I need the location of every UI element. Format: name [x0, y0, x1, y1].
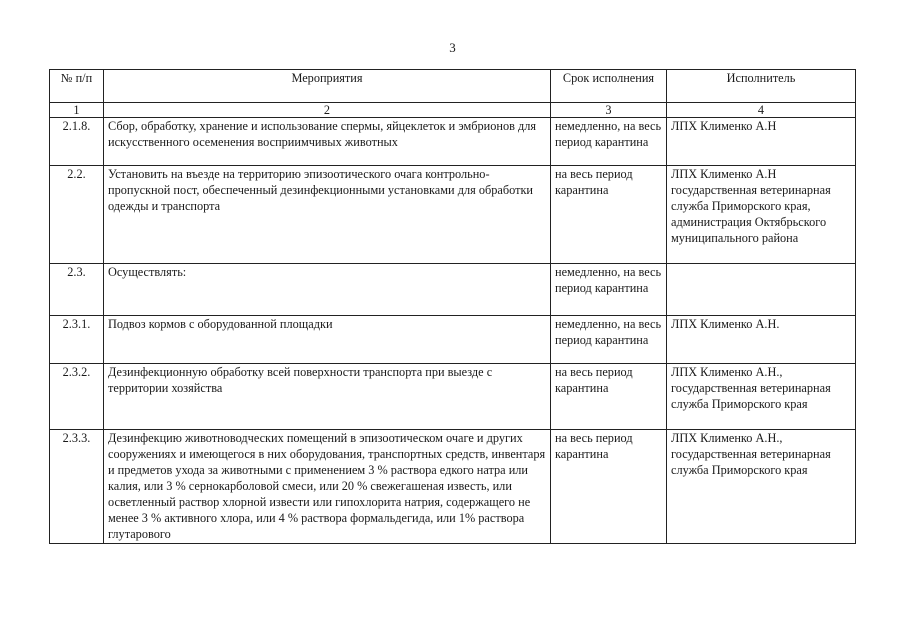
table-row — [50, 430, 856, 544]
header-measures: Мероприятия — [104, 70, 551, 103]
row-measure: Сбор, обработку, хранение и использование спермы, яйцеклеток и эмбрионов для искусственного осеменения восприимчивых животных — [104, 118, 551, 166]
row-measure: Подвоз кормов с оборудованной площадки — [104, 316, 551, 364]
row-number: 2.2. — [50, 166, 104, 264]
row-number: 2.3.2. — [50, 364, 104, 430]
row-term: на весь период карантина — [551, 364, 667, 430]
header-number: № п/п — [50, 70, 104, 103]
row-executor — [667, 264, 856, 316]
header-executor: Исполнитель — [667, 70, 856, 103]
row-measure: Дезинфекцию животноводческих помещений в эпизоотическом очаге и других сооружениях и имеющегося в них оборудования, транспортных средств, инвентаря и предметов ухода за животными с применением 3 % раствора едкого натра или калия, или 3 % сернокарболовой смеси, или 20 % свежегашеная известь, или осветленный раствор хлорной извести или гипохлорита натрия, содержащего не менее 3 % активного хлора, или 4 % раствора формальдегида, или 1% раствора глутарового — [104, 430, 551, 544]
row-executor: ЛПХ Клименко А.Н — [667, 118, 856, 166]
row-executor: ЛПХ Клименко А.Н., государственная ветеринарная служба Приморского края — [667, 430, 856, 544]
row-measure: Осуществлять: — [104, 264, 551, 316]
column-number: 2 — [104, 103, 551, 118]
table-row — [50, 118, 856, 166]
table-row — [50, 166, 856, 264]
row-measure: Установить на въезде на территорию эпизоотического очага контрольно-пропускной пост, обеспеченный дезинфекционными установками для обработки одежды и транспорта — [104, 166, 551, 264]
column-number: 4 — [667, 103, 856, 118]
table-row — [50, 364, 856, 430]
page-number: 3 — [449, 40, 456, 55]
row-term: немедленно, на весь период карантина — [551, 118, 667, 166]
row-executor: ЛПХ Клименко А.Н. — [667, 316, 856, 364]
header-term: Срок исполнения — [551, 70, 667, 103]
row-executor: ЛПХ Клименко А.Н., государственная ветеринарная служба Приморского края — [667, 364, 856, 430]
measures-table — [49, 69, 856, 544]
row-term: немедленно, на весь период карантина — [551, 264, 667, 316]
row-executor: ЛПХ Клименко А.Н государственная ветеринарная служба Приморского края, администрация Октябрьского муниципального района — [667, 166, 856, 264]
row-number: 2.1.8. — [50, 118, 104, 166]
table-header-row — [50, 70, 856, 103]
table-row — [50, 316, 856, 364]
row-term: на весь период карантина — [551, 166, 667, 264]
column-number: 1 — [50, 103, 104, 118]
row-number: 2.3.1. — [50, 316, 104, 364]
column-number: 3 — [551, 103, 667, 118]
table-row — [50, 264, 856, 316]
row-number: 2.3.3. — [50, 430, 104, 544]
row-number: 2.3. — [50, 264, 104, 316]
column-number-row — [50, 103, 856, 118]
row-term: немедленно, на весь период карантина — [551, 316, 667, 364]
row-measure: Дезинфекционную обработку всей поверхности транспорта при выезде с территории хозяйства — [104, 364, 551, 430]
row-term: на весь период карантина — [551, 430, 667, 544]
